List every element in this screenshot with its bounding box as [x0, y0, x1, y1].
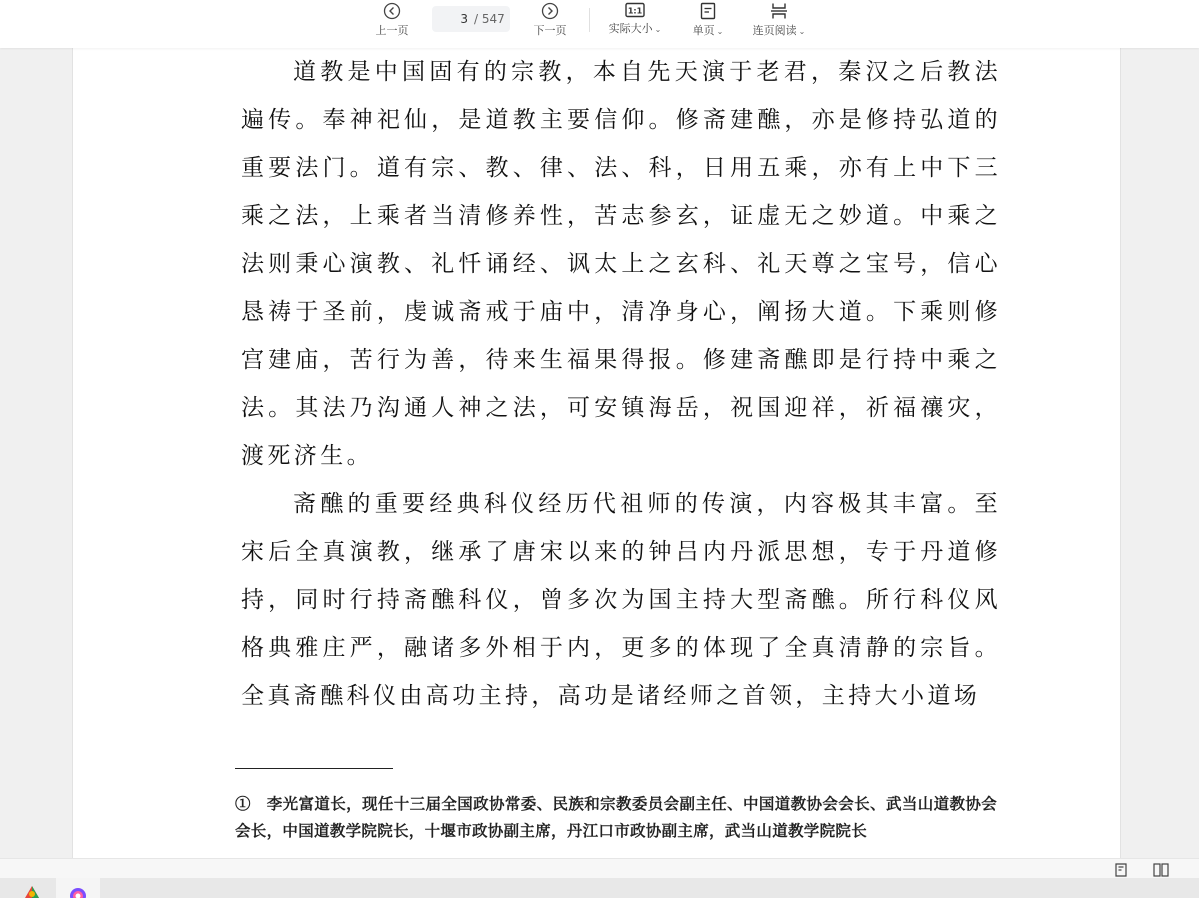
page-number-input[interactable]: [432, 12, 468, 26]
footnote: ① 李光富道长，现任十三届全国政协常委、民族和宗教委员会副主任、中国道教协会会长、武当山道教协会会长，中国道教学院院长，十堰市政协副主席，丹江口市政协副主席，武当山道教学院院长: [235, 794, 997, 840]
continuous-reading-button[interactable]: [748, 2, 810, 42]
actual-size-label: 实际大小: [608, 22, 653, 35]
single-page-label: 单页: [692, 24, 715, 37]
svg-text:1:1: 1:1: [627, 6, 643, 16]
dual-page-icon[interactable]: [1153, 863, 1169, 877]
next-page-label: 下一页: [533, 24, 567, 37]
bookmark-icon[interactable]: [1114, 863, 1128, 877]
paragraph-1: 道教是中国固有的宗教，本自先天演于老君，秦汉之后教法遍传。奉神祀仙，是道教主要信仰。修斋建醮，亦是修持弘道的重要法门。道有宗、教、律、法、科，日用五乘，亦有上中下三乘之法，上乘者当清修养性，苦志参玄，证虚无之妙道。中乘之法则秉心演教、礼忏诵经、讽太上之玄科、礼天尊之宝号，信心恳祷于圣前，虔诚斋戒于庙中，清净身心，阐扬大道。下乘则修宫建庙，苦行为善，待来生福果得报。修建斋醮即是行持中乘之法。其法乃沟通人神之法，可安镇海岳，祝国迎祥，祈福禳灾，渡死济生。: [241, 59, 1001, 469]
app-logo-icon: [68, 884, 88, 898]
single-page-icon: [700, 2, 716, 20]
document-viewer[interactable]: [0, 48, 1199, 858]
chevron-left-circle-icon: [383, 2, 401, 20]
os-taskbar: [0, 878, 1199, 898]
chevron-down-icon: ⌄: [654, 25, 662, 34]
total-pages: / 547: [474, 12, 505, 26]
prev-page-button[interactable]: [372, 2, 412, 42]
chevron-down-icon: ⌄: [798, 27, 806, 36]
actual-size-button[interactable]: [603, 2, 667, 42]
app-logo-icon: [22, 884, 42, 898]
single-page-button[interactable]: [688, 2, 728, 42]
paragraph-2: 斋醮的重要经典科仪经历代祖师的传演，内容极其丰富。至宋后全真演教，继承了唐宋以来的钟吕内丹派思想，专于丹道修持，同时行持斋醮科仪，曾多次为国主持大型斋醮。所行科仪风格典雅庄严，融诸多外相于内，更多的体现了全真清静的宗旨。全真斋醮科仪由高功主持，高功是诸经师之首领，主持大小道场: [241, 491, 1001, 709]
taskbar-app-2[interactable]: [56, 878, 100, 898]
page-body-text: [241, 48, 1001, 720]
chevron-down-icon: ⌄: [716, 27, 724, 36]
page-number-box: [432, 6, 510, 32]
document-page: [72, 48, 1121, 858]
continuous-reading-label: 连页阅读: [752, 24, 797, 37]
toolbar-divider: [589, 8, 590, 32]
taskbar-app-1[interactable]: [10, 878, 54, 898]
continuous-reading-icon: [770, 2, 788, 20]
next-page-button[interactable]: [530, 2, 570, 42]
status-bar: [0, 858, 1199, 879]
footnote-divider: [235, 768, 393, 769]
prev-page-label: 上一页: [375, 24, 409, 37]
chevron-right-circle-icon: [541, 2, 559, 20]
viewer-toolbar: [0, 0, 1199, 48]
actual-size-icon: [625, 2, 645, 18]
